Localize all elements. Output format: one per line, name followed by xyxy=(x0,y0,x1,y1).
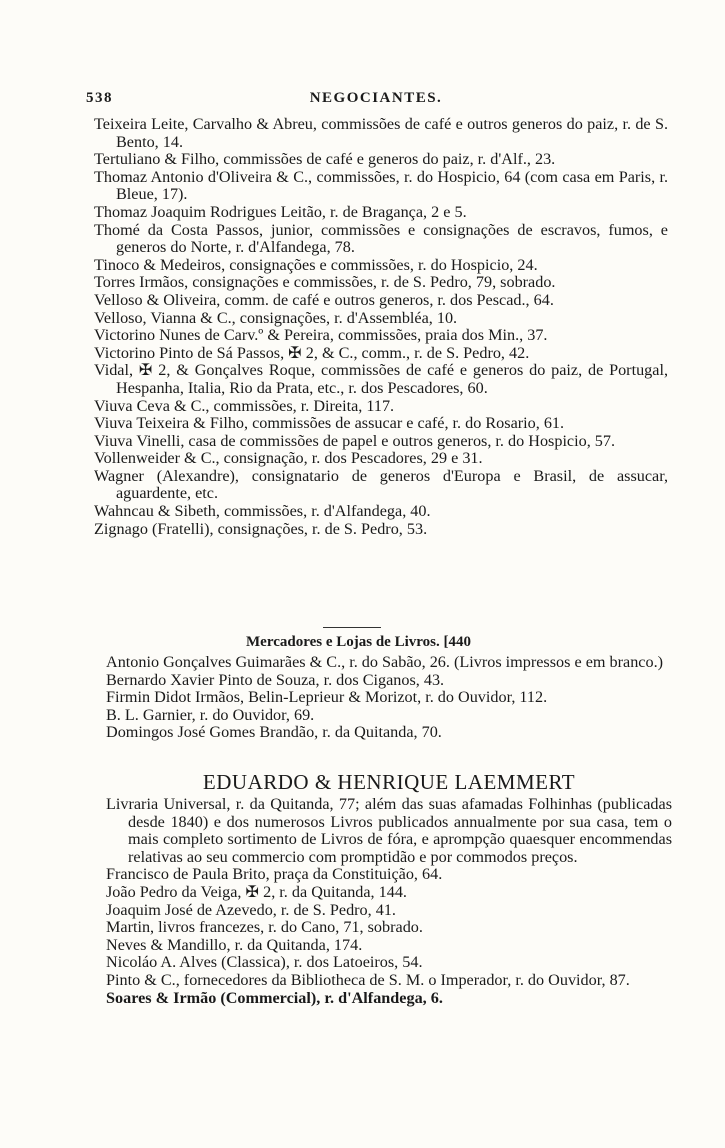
list-item: Teixeira Leite, Carvalho & Abreu, commissões de café e outros generos do paiz, r. de S. Bento, 14. xyxy=(94,115,668,151)
section-divider xyxy=(323,627,381,628)
list-item: João Pedro da Veiga, ✠ 2, r. da Quitanda, 144. xyxy=(106,882,407,901)
list-item: Francisco de Paula Brito, praça da Constituição, 64. xyxy=(106,865,443,884)
list-item: Joaquim José de Azevedo, r. de S. Pedro, 41. xyxy=(106,900,396,919)
list-item: Thomé da Costa Passos, junior, commissões e consignações de escravos, fumos, e generos do Norte, r. d'Alfandega, 78. xyxy=(94,220,668,257)
list-item: Thomaz Joaquim Rodrigues Leitão, r. de Bragança, 2 e 5. xyxy=(94,202,467,221)
list-item: Viuva Vinelli, casa de commissões de papel e outros generos, r. do Hospicio, 57. xyxy=(94,431,616,450)
list-item: Vidal, ✠ 2, & Gonçalves Roque, commissões de café e generos do paiz, de Portugal, Hespanha, Italia, Rio da Prata, etc., r. dos Pescadores, 60. xyxy=(94,361,668,397)
list-item: Firmin Didot Irmãos, Belin-Leprieur & Morizot, r. do Ouvidor, 112. xyxy=(106,688,548,707)
list-item: Velloso, Vianna & C., consignações, r. d'Assembléa, 10. xyxy=(94,308,458,327)
page-header xyxy=(86,90,666,112)
list-item: B. L. Garnier, r. do Ouvidor, 69. xyxy=(106,705,315,724)
list-item: Bernardo Xavier Pinto de Souza, r. dos Ciganos, 43. xyxy=(106,670,445,689)
list-item: Velloso & Oliveira, comm. de café e outros generos, r. dos Pescad., 64. xyxy=(94,290,554,309)
list-item: Wahncau & Sibeth, commissões, r. d'Alfandega, 40. xyxy=(94,502,431,521)
page-title: NEGOCIANTES. xyxy=(309,90,443,106)
list-item: Neves & Mandillo, r. da Quitanda, 174. xyxy=(106,935,363,954)
bookseller-list xyxy=(106,654,672,742)
list-item: Vollenweider & C., consignação, r. dos Pescadores, 29 e 31. xyxy=(94,449,483,468)
list-item: Viuva Ceva & C., commissões, r. Direita, 117. xyxy=(94,396,395,415)
list-item: Wagner (Alexandre), consignatario de generos d'Europa e Brasil, de assucar, aguardente, etc. xyxy=(94,466,668,503)
list-item: Victorino Pinto de Sá Passos, ✠ 2, & C., comm., r. de S. Pedro, 42. xyxy=(94,343,530,362)
section-count: [440 xyxy=(443,634,471,650)
section-heading xyxy=(246,633,666,651)
list-item: Viuva Teixeira & Filho, commissões de assucar e café, r. do Rosario, 61. xyxy=(94,414,565,433)
list-item: Tertuliano & Filho, commissões de café e generos do paiz, r. d'Alf., 23. xyxy=(94,150,556,169)
list-item: Domingos José Gomes Brandão, r. da Quitanda, 70. xyxy=(106,723,442,742)
merchant-list xyxy=(94,116,668,538)
section-title: Mercadores e Lojas de Livros. xyxy=(246,634,440,650)
list-item: Pinto & C., fornecedores da Bibliotheca de S. M. o Imperador, r. do Ouvidor, 87. xyxy=(106,970,630,989)
list-item: Victorino Nunes de Carv.º & Pereira, commissões, praia dos Min., 37. xyxy=(94,326,548,345)
list-item: Tinoco & Medeiros, consignações e commissões, r. do Hospicio, 24. xyxy=(94,255,538,274)
featured-bookseller: EDUARDO & HENRIQUE LAEMMERT xyxy=(202,770,576,794)
list-item: Zignago (Fratelli), consignações, r. de S. Pedro, 53. xyxy=(94,519,428,538)
list-item: Livraria Universal, r. da Quitanda, 77; além das suas afamadas Folhinhas (publicadas desde 1840) e dos numerosos Livros publicados annualmente por sua casa, tem o mais completo sortimento de Livros de fóra, e aprompção quaesquer encommendas relativas ao seu commercio com promptidão e por commodos preços. xyxy=(106,795,672,866)
bookseller-list-continued xyxy=(106,796,672,1007)
list-item: Soares & Irmão (Commercial), r. d'Alfandega, 6. xyxy=(106,988,443,1007)
page-number: 538 xyxy=(86,90,113,106)
list-item: Antonio Gonçalves Guimarães & C., r. do Sabão, 26. (Livros impressos e em branco.) xyxy=(106,653,664,671)
list-item: Nicoláo A. Alves (Classica), r. dos Latoeiros, 54. xyxy=(106,953,423,972)
list-item: Thomaz Antonio d'Oliveira & C., commissões, r. do Hospicio, 64 (com casa em Paris, r. Bleue, 17). xyxy=(94,167,668,204)
list-item: Martin, livros francezes, r. do Cano, 71, sobrado. xyxy=(106,918,423,937)
list-item: Torres Irmãos, consignações e commissões, r. de S. Pedro, 79, sobrado. xyxy=(94,273,556,292)
